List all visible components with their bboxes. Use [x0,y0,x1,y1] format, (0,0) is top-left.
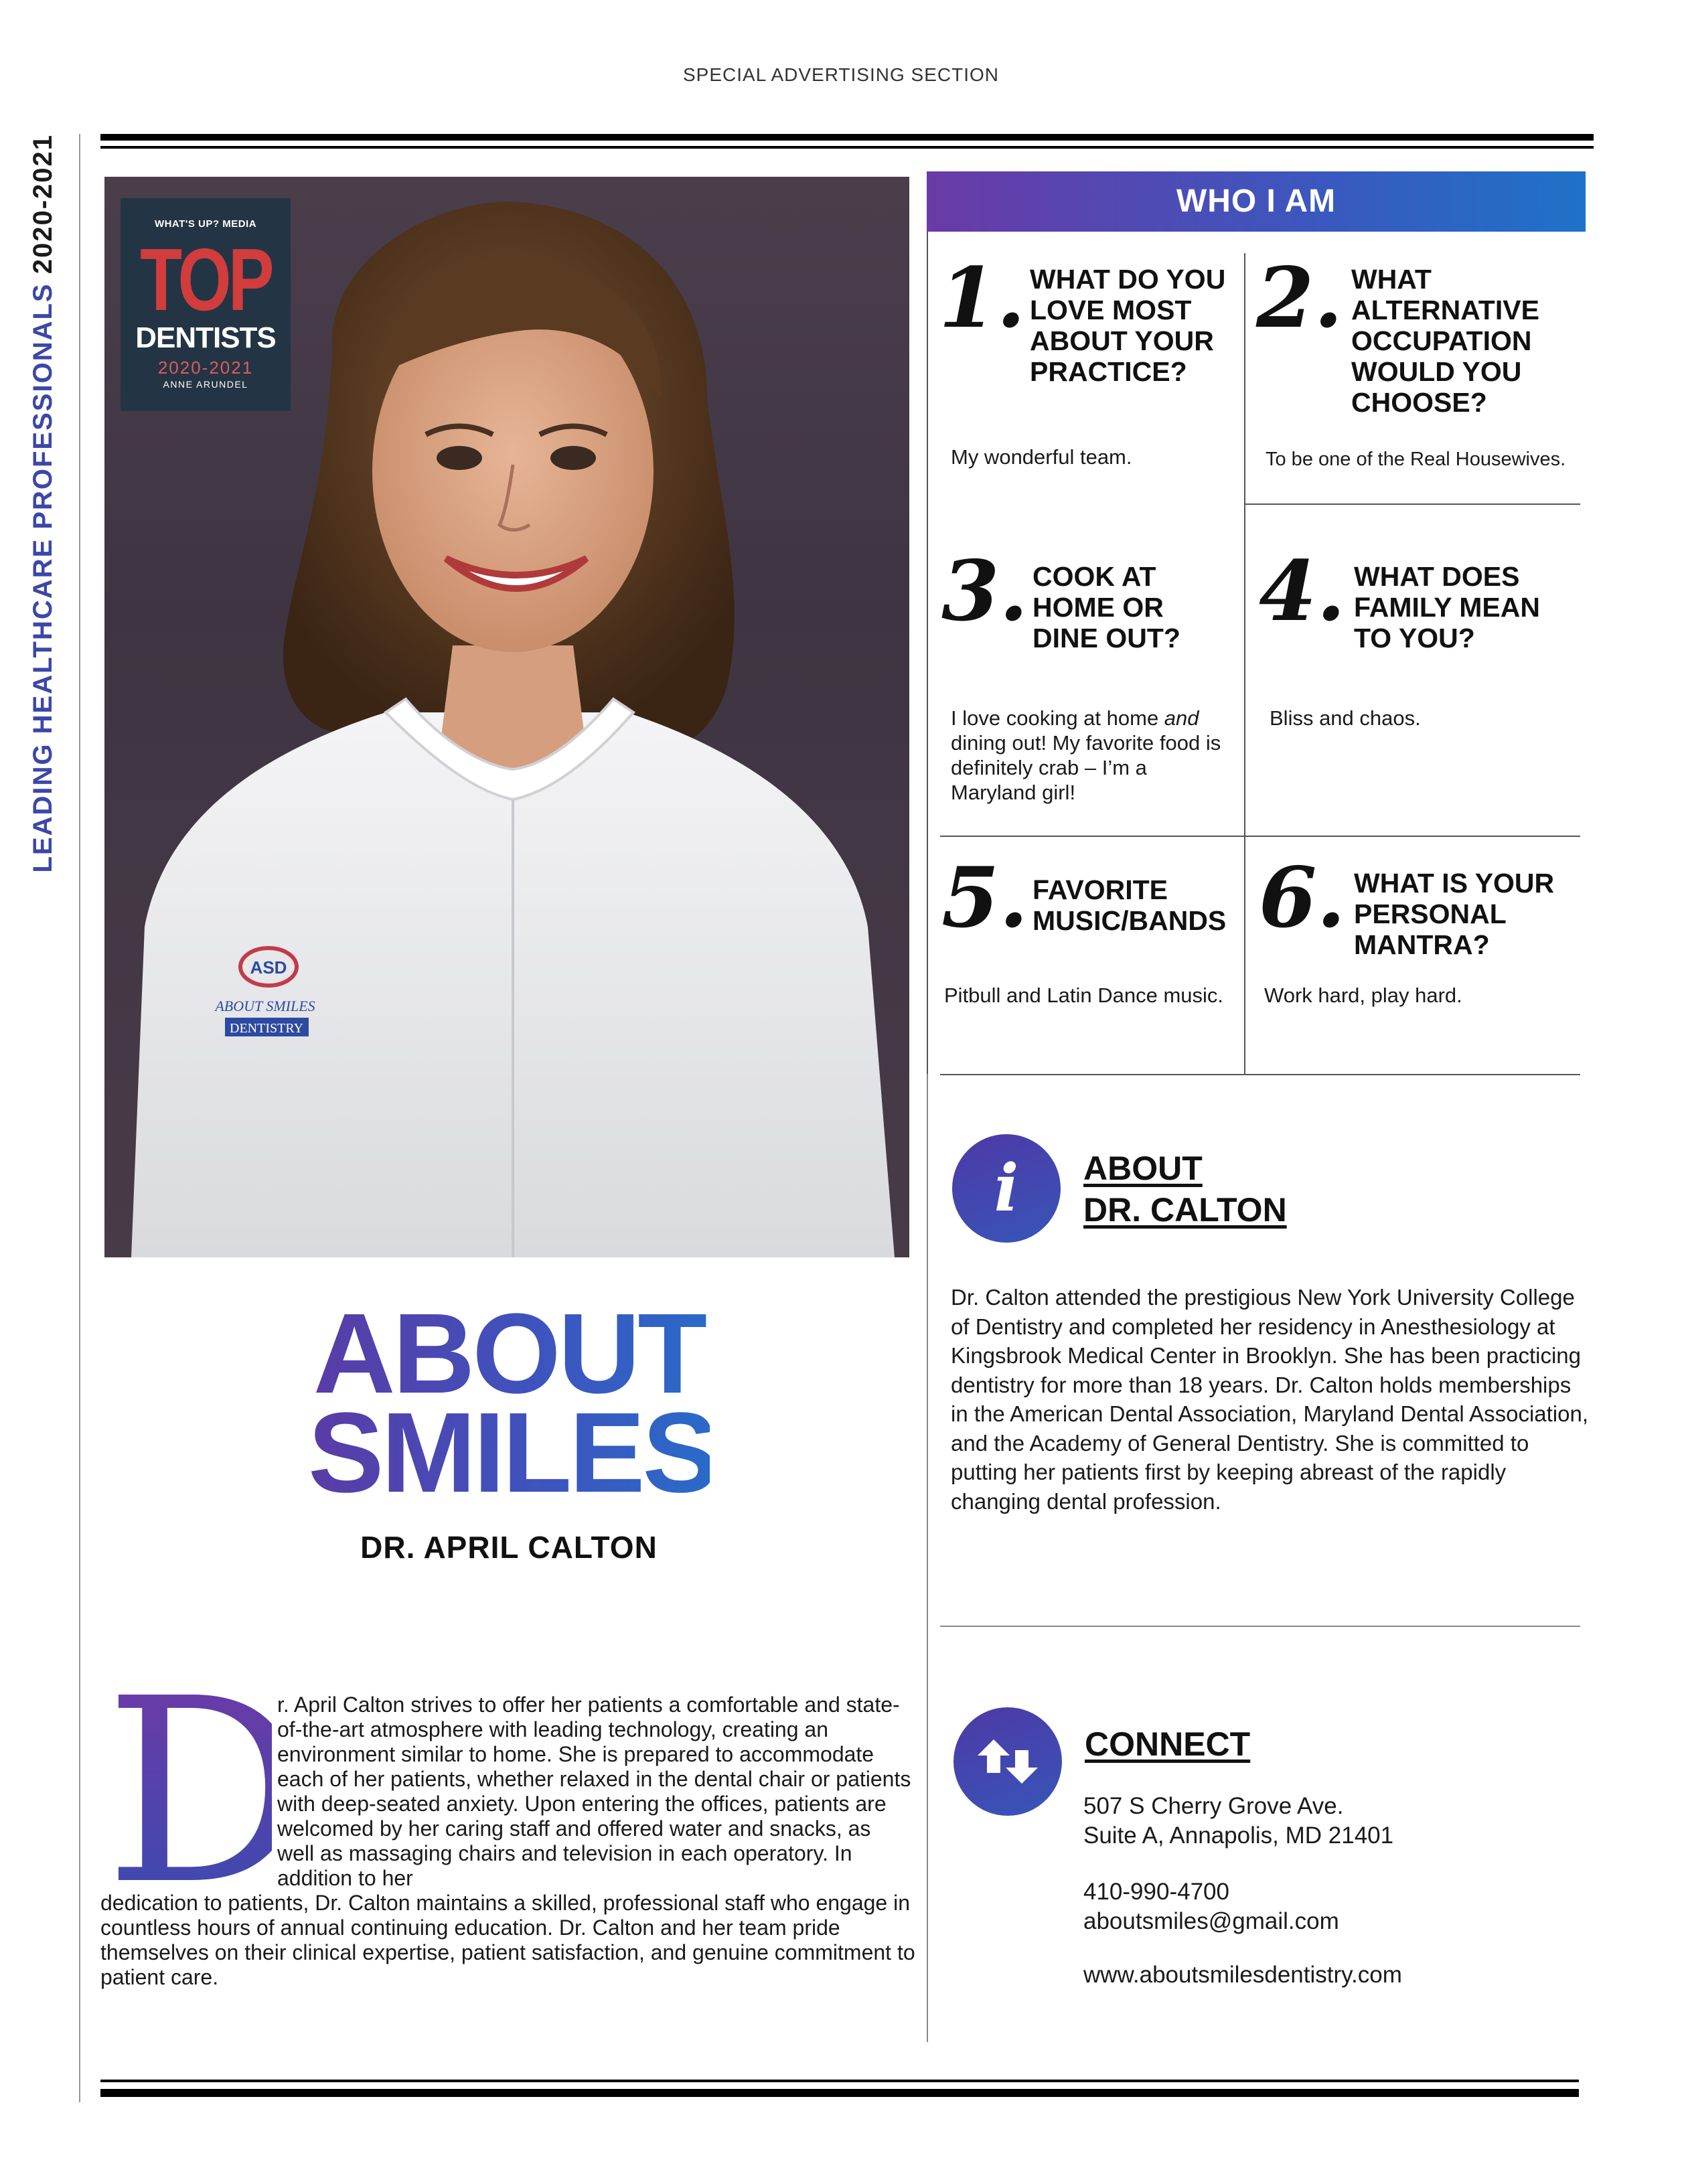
doctor-name: DR. APRIL CALTON [360,1530,658,1565]
badge-top: TOP [140,230,271,329]
special-section-label: SPECIAL ADVERTISING SECTION [682,64,999,85]
question-2-number: 2. [1256,250,1343,347]
question-2-answer: To be one of the Real Housewives. [1266,449,1566,470]
article-text-bottom: dedication to patients, Dr. Calton maintains a skilled, professional staff who engage in countless hours of annual continuing education. Dr. Calton and her team pride themselves on their clinical expertise, patient satisfaction, and genuine commitment to patient care. [100,1891,915,1989]
info-icon-glyph: i [994,1150,1019,1226]
connect-title: CONNECT [1085,1725,1251,1763]
sidebar [25,134,60,964]
question-6-text: WHAT IS YOUR PERSONAL MANTRA? [1354,868,1555,960]
question-3-answer-emphasis: and [1164,706,1199,730]
question-3-answer [951,706,1232,805]
qa-grid-row-line-1 [1244,503,1580,505]
practice-name-line1: ABOUT [313,1290,705,1417]
about-title-line1: ABOUT [1083,1150,1203,1187]
badge-publisher: WHAT'S UP? MEDIA [154,218,257,230]
sidebar-title-year: 2020-2021 [28,134,58,283]
top-rule-thin [100,146,1594,149]
connect-address-line2: Suite A, Annapolis, MD 21401 [1083,1822,1394,1849]
question-2-text: WHAT ALTERNATIVE OCCUPATION WOULD YOU CHOOSE? [1351,264,1539,418]
qa-grid-center-line [1244,253,1245,1074]
question-1-number: 1. [939,250,1026,347]
qa-grid-left-line [927,232,928,1074]
who-i-am-header: WHO I AM [927,171,1586,232]
badge-years: 2020-2021 [157,358,254,378]
qa-grid-row-line-2 [940,836,1580,837]
question-6-answer: Work hard, play hard. [1264,984,1462,1007]
question-5-answer: Pitbull and Latin Dance music. [944,984,1224,1007]
connect-address-line1: 507 S Cherry Grove Ave. [1083,1793,1344,1819]
coat-logo-initials: ASD [250,957,287,978]
about-divider [940,1626,1580,1627]
question-1-answer: My wonderful team. [951,445,1132,469]
about-body: Dr. Calton attended the prestigious New York University College of Dentistry and completed her residency in Anesthesiology at Kingsbrook Medical Center in Brooklyn. She has been practicing dentistry for more than 18 years. Dr. Calton holds memberships in the American Dental Association, Maryland Dental Association, and the Academy of General Dentistry. She is committed to putting her patients first by keeping abreast of the rapidly changing dental profession. [951,1285,1589,1514]
sidebar-title-main: LEADING HEALTHCARE PROFESSIONALS [28,283,58,873]
question-4-number: 4. [1259,543,1346,640]
drop-cap: D [104,1644,309,1940]
badge-dentists: DENTISTS [135,321,276,354]
question-4-text: WHAT DOES FAMILY MEAN TO YOU? [1354,561,1540,653]
practice-name [308,1290,716,1516]
coat-logo-line2: DENTISTRY [230,1021,303,1036]
about-title-line2: DR. CALTON [1083,1191,1287,1229]
about-title [1083,1148,1287,1231]
connect-phone[interactable]: 410-990-4700 [1083,1879,1229,1905]
question-5-text: FAVORITE MUSIC/BANDS [1033,874,1227,936]
info-icon [952,1134,1061,1243]
sidebar-rule [79,134,80,2102]
arrows-up-down-icon [953,1707,1062,1816]
coat-logo-line1: ABOUT SMILES [215,998,315,1014]
sidebar-title [25,134,60,964]
connect-email[interactable]: aboutsmiles@gmail.com [1083,1908,1339,1934]
top-rule-thick [100,134,1594,141]
question-5-number: 5. [941,850,1028,947]
badge-region: ANNE ARUNDEL [163,379,248,390]
connect-website[interactable]: www.aboutsmilesdentistry.com [1083,1962,1402,1988]
question-3-number: 3. [941,543,1028,640]
practice-name-line2: SMILES [308,1389,716,1516]
article-text-top: r. April Calton strives to offer her patients a comfortable and state-of-the-art atmosphere with leading technology, creating an environment similar to home. She is prepared to accommodate each of her patients, whether relaxed in the dental chair or patients with deep-seated anxiety. Upon entering the offices, patients are welcomed by her caring staff and offered water and snacks, as well as massaging chairs and television in each operatory. In addition to her [277,1693,911,1890]
question-3-text: COOK AT HOME OR DINE OUT? [1033,561,1180,653]
question-3-answer-a: I love cooking at home [951,706,1164,730]
question-4-answer: Bliss and chaos. [1270,706,1421,730]
bottom-rule-thick [100,2089,1579,2097]
question-6-number: 6. [1259,850,1346,947]
question-3-answer-b: dining out! My favorite food is definitely crab – I’m a Maryland girl! [951,731,1221,804]
bottom-rule-thin [100,2080,1579,2082]
question-1-text: WHAT DO YOU LOVE MOST ABOUT YOUR PRACTICE? [1030,264,1226,387]
top-dentists-badge [121,198,291,411]
qa-grid-row-line-3 [940,1074,1580,1075]
connect-icon [953,1707,1062,1816]
